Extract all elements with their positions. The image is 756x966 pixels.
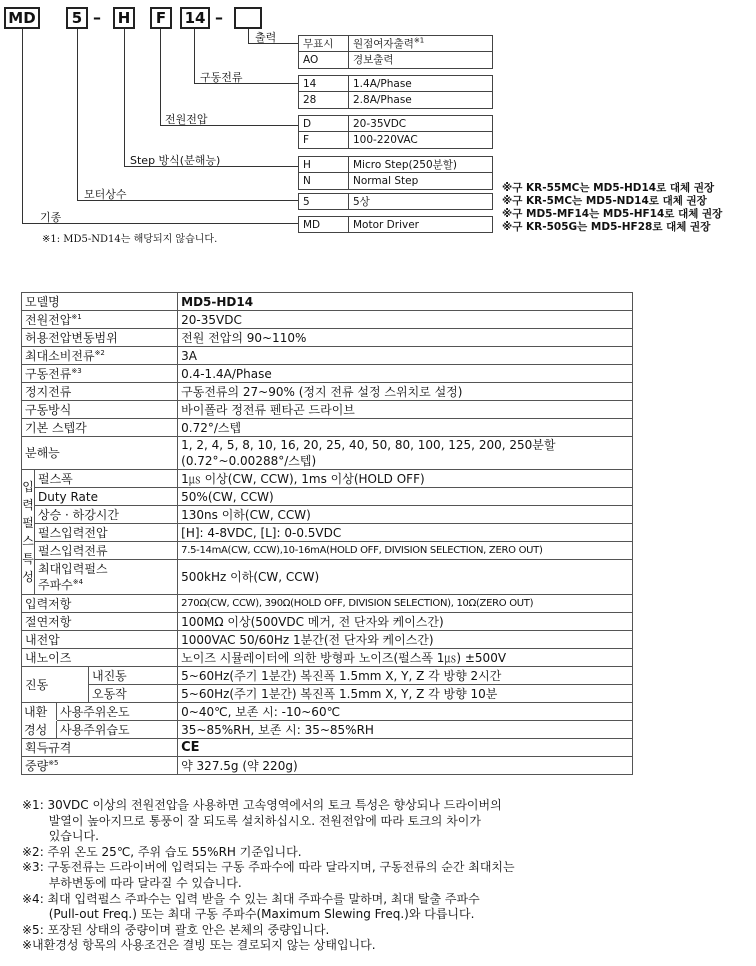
footnote: ※5: 포장된 상태의 중량이며 괄호 안은 본체의 중량입니다. <box>22 922 330 937</box>
option-code: H <box>299 157 349 172</box>
connector-line <box>124 29 125 166</box>
spec-value: 20-35VDC <box>178 311 633 329</box>
option-code: 28 <box>299 92 349 108</box>
spec-label: 최대소비전류$^{※2}$ <box>22 347 178 365</box>
spec-value: 500kHz 이하(CW, CCW) <box>178 560 633 595</box>
footnote: 있습니다. <box>22 829 99 844</box>
input-group-label: 입 력 펄 스 특 성 <box>22 470 35 595</box>
spec-row <box>22 329 633 347</box>
connector-line <box>22 223 298 224</box>
code-box-voltage: F <box>150 7 172 29</box>
spec-label: 최대입력펄스 주파수$^{※4}$ <box>35 560 178 595</box>
footnote: ※3: 구동전류는 드라이버에 입력되는 구동 주파수에 따라 달라지며, 구동전류의 순간 최대치는 <box>22 860 515 875</box>
option-row <box>298 92 493 109</box>
option-code: AO <box>299 52 349 68</box>
spec-row <box>22 488 633 506</box>
code-box-series: MD <box>4 7 40 29</box>
spec-value: 5~60Hz(주기 1분간) 복진폭 1.5mm X, Y, Z 각 방향 2시간 <box>178 667 633 685</box>
option-row <box>298 35 493 52</box>
spec-row <box>22 560 633 595</box>
env-label: 내환 <box>22 703 57 721</box>
code-box-current: 14 <box>180 7 210 29</box>
spec-label: 전원전압$^{※1}$ <box>22 311 178 329</box>
spec-value: 7.5-14mA(CW, CCW),10-16mA(HOLD OFF, DIVISION SELECTION, ZERO OUT) <box>178 542 633 560</box>
group-label-voltage: 전원전압 <box>165 113 208 126</box>
footnote: 발열이 높아지므로 통풍이 잘 되도록 설치하십시오. 전원전압에 따라 토크의 차이가 <box>22 813 481 828</box>
spec-value: 1000VAC 50/60Hz 1분간(전 단자와 케이스간) <box>178 631 633 649</box>
spec-value: 50%(CW, CCW) <box>178 488 633 506</box>
spec-value: 270Ω(CW, CCW), 390Ω(HOLD OFF, DIVISION SELECTION), 10Ω(ZERO OUT) <box>178 595 633 613</box>
option-code: 14 <box>299 76 349 91</box>
spec-row <box>22 649 633 667</box>
footnote: ※1: 30VDC 이상의 전원전압을 사용하면 고속영역에서의 토크 특성은 향상되나 드라이버의 <box>22 798 502 812</box>
environment-group <box>22 703 178 739</box>
spec-row <box>22 739 633 757</box>
option-row <box>298 132 493 149</box>
spec-label: 구동방식 <box>22 401 178 419</box>
spec-value: 전원 전압의 90~110% <box>178 329 633 347</box>
spec-row <box>22 437 633 470</box>
option-desc: Normal Step <box>353 175 419 187</box>
spec-row <box>22 524 633 542</box>
replacement-note: ※구 KR-55MC는 MD5-HD14로 대체 권장 <box>502 182 715 194</box>
spec-value: 1, 2, 4, 5, 8, 10, 16, 20, 25, 40, 50, 80, 100, 125, 200, 250분할 (0.72°~0.00288°/스텝) <box>178 437 633 470</box>
spec-label: 모델명 <box>22 293 178 311</box>
code-dash: – <box>93 8 101 27</box>
spec-value: 구동전류의 27~90% (정지 전류 설정 스위치로 설정) <box>178 383 633 401</box>
env-label: 경성 <box>22 721 57 739</box>
spec-row <box>22 419 633 437</box>
spec-value: MD5-HD14 <box>178 293 633 311</box>
spec-row <box>22 347 633 365</box>
footnote: (Pull-out Freq.) 또는 최대 구동 주파수(Maximum Slewing Freq.)와 다릅니다. <box>22 907 475 922</box>
spec-label: 중량$^{※5}$ <box>22 757 178 775</box>
footnotes <box>22 798 662 954</box>
footnote: ※2: 주위 온도 25℃, 주위 습도 55%RH 기준입니다. <box>22 844 302 859</box>
option-code: 5 <box>299 194 349 209</box>
spec-label: 펄스입력전압 <box>35 524 178 542</box>
code-box-output <box>234 7 262 29</box>
footnote: ※4: 최대 입력펄스 주파수는 입력 받을 수 있는 최대 주파수를 말하며, 최대 탈출 주파수 <box>22 891 480 906</box>
footnote: ※내환경성 항목의 사용조건은 결빙 또는 결로되지 않는 상태입니다. <box>22 938 376 953</box>
spec-label: 기본 스텝각 <box>22 419 178 437</box>
option-desc: 20-35VDC <box>353 118 407 130</box>
option-desc: 5상 <box>353 196 370 208</box>
connector-line <box>22 29 23 223</box>
spec-value: 35~85%RH, 보존 시: 35~85%RH <box>178 721 633 739</box>
spec-value: 노이즈 시뮬레이터에 의한 방형파 노이즈(펄스폭 1㎲) ±500V <box>178 649 633 667</box>
spec-row <box>22 311 633 329</box>
spec-label: 오동작 <box>92 686 127 701</box>
spec-row <box>22 383 633 401</box>
connector-line <box>160 29 161 125</box>
option-code: F <box>299 132 349 148</box>
spec-value: 0.4-1.4A/Phase <box>178 365 633 383</box>
option-row <box>298 216 493 233</box>
spec-label: 절연저항 <box>22 613 178 631</box>
option-desc: 원점여자출력$^{※1}$ <box>353 36 425 50</box>
spec-label: 분해능 <box>22 437 178 470</box>
ce-mark: CE <box>178 739 633 757</box>
option-desc: 2.8A/Phase <box>353 94 412 106</box>
spec-label: 허용전압변동범위 <box>22 329 178 347</box>
spec-table <box>21 292 633 775</box>
spec-row <box>22 595 633 613</box>
connector-line <box>248 29 249 43</box>
code-box-phase: 5 <box>66 7 88 29</box>
spec-row <box>22 542 633 560</box>
connector-line <box>77 29 78 200</box>
connector-line <box>194 29 195 83</box>
spec-value: [H]: 4-8VDC, [L]: 0-0.5VDC <box>178 524 633 542</box>
spec-label: 내진동 <box>89 667 178 685</box>
option-row <box>298 193 493 210</box>
spec-label: Duty Rate <box>35 488 178 506</box>
spec-label: 펄스입력전류 <box>35 542 178 560</box>
option-row <box>298 52 493 69</box>
option-desc: Motor Driver <box>353 219 419 231</box>
option-code: MD <box>299 217 349 232</box>
spec-label: 획득규격 <box>22 739 178 757</box>
spec-value: 약 327.5g (약 220g) <box>178 757 633 775</box>
option-desc: 경보출력 <box>353 54 394 66</box>
spec-row <box>22 667 633 685</box>
footnote: 부하변동에 따라 달라질 수 있습니다. <box>22 875 242 890</box>
group-label-base: 기종 <box>40 211 62 224</box>
spec-label: 구동전류$^{※3}$ <box>22 365 178 383</box>
spec-row <box>22 757 633 775</box>
group-label-phase: 모터상수 <box>84 188 127 201</box>
spec-row <box>22 613 633 631</box>
option-row <box>298 75 493 92</box>
spec-label: 펄스폭 <box>35 470 178 488</box>
group-label-output: 출력 <box>255 31 277 44</box>
replacement-note: ※구 MD5-MF14는 MD5-HF14로 대체 권장 <box>502 208 723 220</box>
option-desc: 100-220VAC <box>353 134 418 146</box>
code-dash: – <box>215 8 223 27</box>
spec-value: 0~40℃, 보존 시: -10~60℃ <box>178 703 633 721</box>
spec-label: 상승 · 하강시간 <box>35 506 178 524</box>
spec-row <box>22 293 633 311</box>
spec-label: 정지전류 <box>22 383 178 401</box>
spec-row <box>22 631 633 649</box>
spec-value: 바이폴라 정전류 펜타곤 드라이브 <box>178 401 633 419</box>
option-row <box>298 173 493 190</box>
spec-row <box>22 703 633 721</box>
spec-value: 1㎲ 이상(CW, CCW), 1ms 이상(HOLD OFF) <box>178 470 633 488</box>
spec-label: 내전압 <box>22 631 178 649</box>
spec-label: 사용주위온도 <box>57 703 178 721</box>
option-row <box>298 156 493 173</box>
replacement-note: ※구 KR-505G는 MD5-HF28로 대체 권장 <box>502 221 711 233</box>
spec-label: 내노이즈 <box>22 649 178 667</box>
option-code: 무표시 <box>299 36 349 51</box>
spec-label: 입력저항 <box>22 595 178 613</box>
spec-value: 3A <box>178 347 633 365</box>
group-label-current: 구동전류 <box>200 71 243 84</box>
spec-row <box>22 401 633 419</box>
vibration-label: 진동 <box>22 667 89 702</box>
option-row <box>298 115 493 132</box>
spec-value: 100MΩ 이상(500VDC 메거, 전 단자와 케이스간) <box>178 613 633 631</box>
spec-row <box>22 365 633 383</box>
spec-value: 130ns 이하(CW, CCW) <box>178 506 633 524</box>
option-code: D <box>299 116 349 131</box>
group-label-step: Step 방식(분해능) <box>130 154 221 167</box>
option-desc: Micro Step(250분할) <box>353 159 458 171</box>
spec-label: 사용주위습도 <box>60 722 130 737</box>
option-code: N <box>299 173 349 189</box>
code-box-step: H <box>113 7 135 29</box>
spec-value: 0.72°/스텝 <box>178 419 633 437</box>
spec-row <box>22 470 633 488</box>
spec-value: 5~60Hz(주기 1분간) 복진폭 1.5mm X, Y, Z 각 방향 10분 <box>178 685 633 703</box>
spec-row <box>22 506 633 524</box>
option-desc: 1.4A/Phase <box>353 78 412 90</box>
code-footnote: ※1: MD5-ND14는 해당되지 않습니다. <box>42 234 218 245</box>
vibration-group <box>22 667 178 703</box>
replacement-note: ※구 KR-5MC는 MD5-ND14로 대체 권장 <box>502 195 707 207</box>
